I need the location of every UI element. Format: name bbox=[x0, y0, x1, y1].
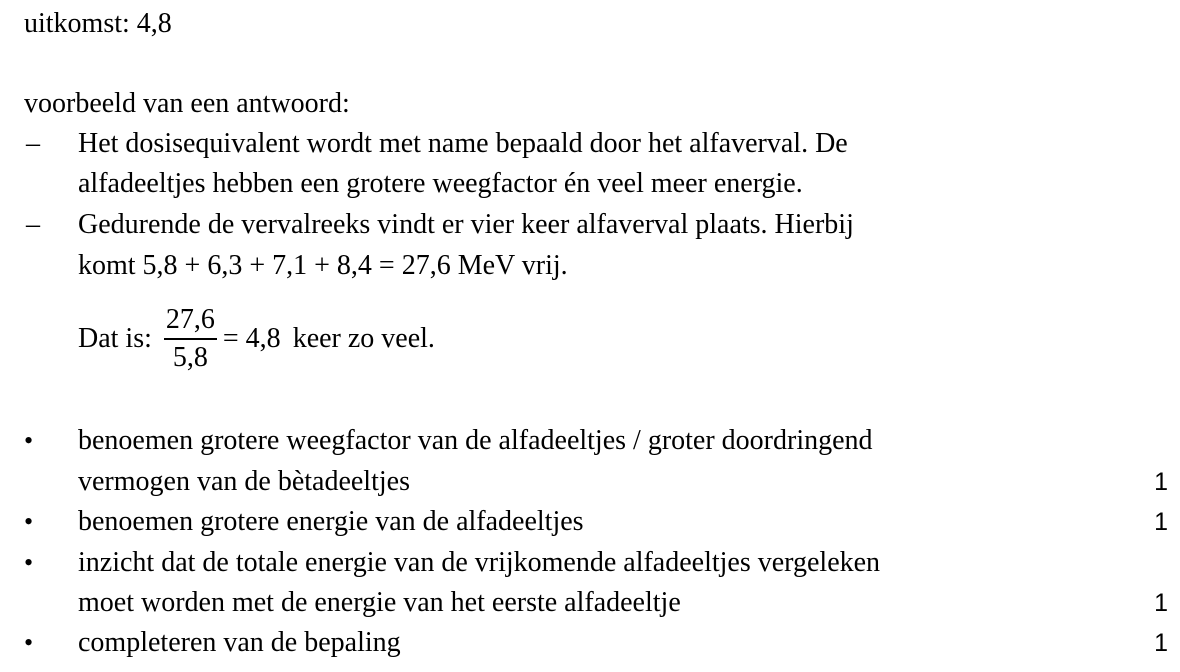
example-heading: voorbeeld van een antwoord: bbox=[24, 88, 350, 119]
answer-line: alfadeeltjes hebben een grotere weegfactor én veel meer energie. bbox=[78, 168, 803, 199]
answer-line: Het dosisequivalent wordt met name bepaald door het alfaverval. De bbox=[78, 128, 848, 159]
formula-prefix: Dat is: bbox=[78, 323, 152, 354]
formula-suffix: keer zo veel. bbox=[292, 323, 435, 354]
dash-marker: – bbox=[26, 128, 40, 159]
fraction-numerator: 27,6 bbox=[164, 302, 217, 340]
scoring-line: vermogen van de bètadeeltjes bbox=[78, 466, 410, 497]
outcome-text: uitkomst: 4,8 bbox=[24, 8, 172, 39]
bullet-marker: • bbox=[24, 548, 34, 577]
score-points: 1 bbox=[1154, 589, 1168, 617]
scoring-line: benoemen grotere energie van de alfadeeltjes bbox=[78, 506, 584, 537]
score-points: 1 bbox=[1154, 468, 1168, 496]
bullet-marker: • bbox=[24, 628, 34, 657]
score-points: 1 bbox=[1154, 629, 1168, 657]
answer-line: komt 5,8 + 6,3 + 7,1 + 8,4 = 27,6 MeV vrij. bbox=[78, 250, 568, 281]
score-points: 1 bbox=[1154, 508, 1168, 536]
scoring-line: completeren van de bepaling bbox=[78, 627, 401, 658]
answer-line: Gedurende de vervalreeks vindt er vier keer alfaverval plaats. Hierbij bbox=[78, 209, 854, 240]
scoring-line: inzicht dat de totale energie van de vrijkomende alfadeeltjes vergeleken bbox=[78, 547, 881, 578]
fraction bbox=[164, 302, 217, 376]
dash-marker: – bbox=[26, 209, 40, 240]
bullet-marker: • bbox=[24, 426, 34, 455]
formula-result: = 4,8 bbox=[222, 323, 281, 354]
ratio-formula bbox=[78, 300, 435, 378]
fraction-denominator: 5,8 bbox=[172, 342, 208, 373]
bullet-marker: • bbox=[24, 507, 34, 536]
scoring-line: moet worden met de energie van het eerste alfadeeltje bbox=[78, 587, 681, 618]
scoring-line: benoemen grotere weegfactor van de alfadeeltjes / groter doordringend bbox=[78, 425, 873, 456]
